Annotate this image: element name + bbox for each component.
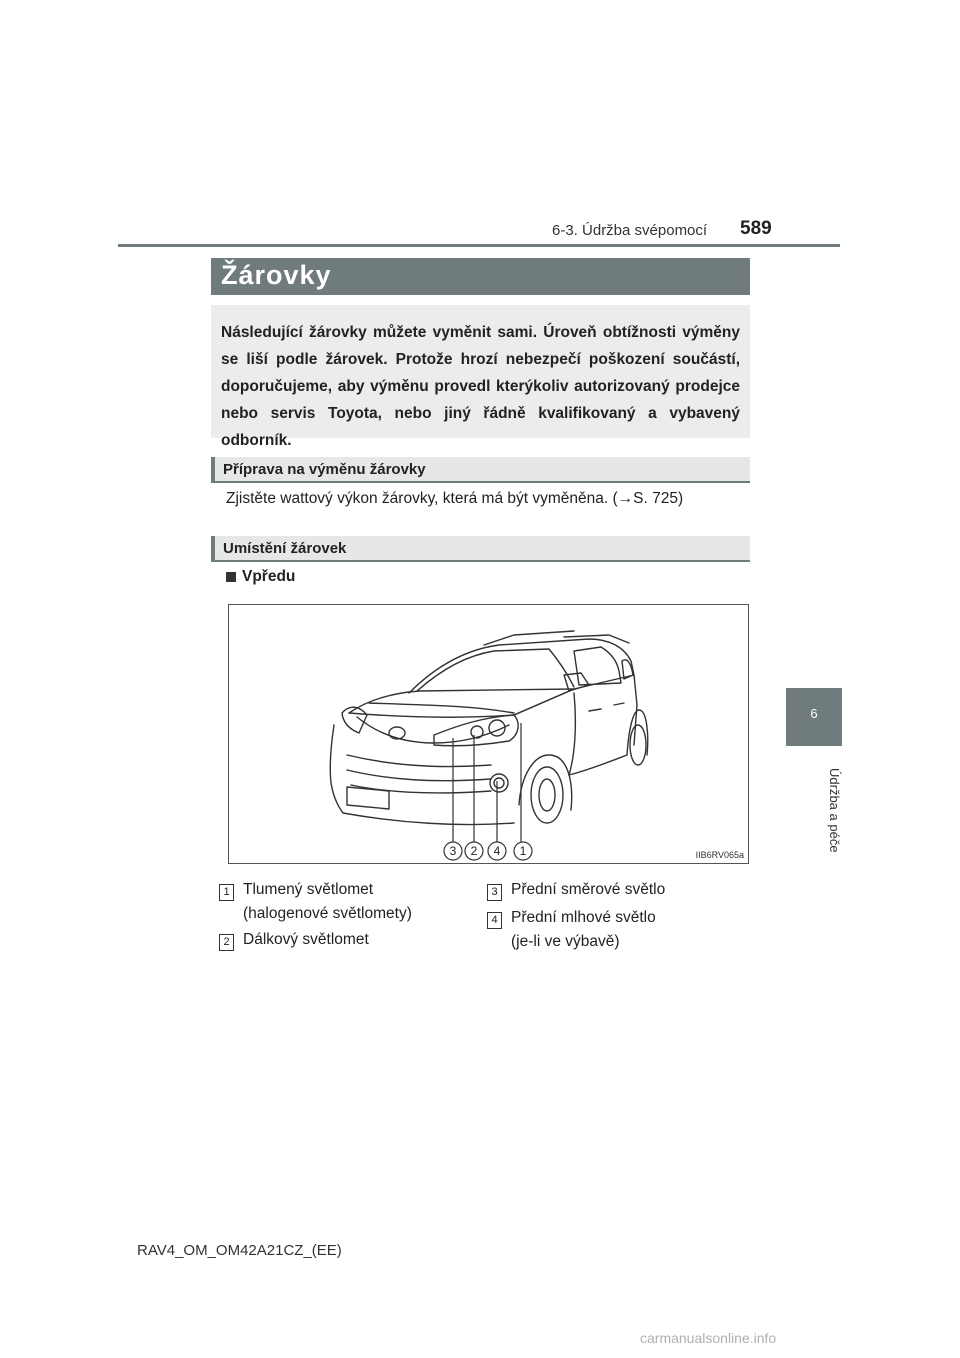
car-illustration xyxy=(229,605,748,863)
section-heading-preparation: Příprava na výměnu žárovky xyxy=(211,457,750,483)
bullet-square-icon xyxy=(226,572,236,582)
car-front-figure xyxy=(228,604,749,864)
callout-1-label: 1 xyxy=(519,844,527,858)
legend-item-4 xyxy=(511,906,656,954)
legend-number-1: 1 xyxy=(219,884,234,901)
callout-4-label: 4 xyxy=(493,844,501,858)
legend-item-1-line2: (halogenové světlomety) xyxy=(243,905,412,922)
watermark: carmanualsonline.info xyxy=(640,1330,777,1346)
legend-item-1-line1: Tlumený světlomet xyxy=(243,881,374,898)
document-code: RAV4_OM_OM42A21CZ_(EE) xyxy=(137,1242,342,1259)
figure-code: IIB6RV065a xyxy=(695,850,744,860)
section-breadcrumb: 6-3. Údržba svépomocí xyxy=(552,222,708,239)
section-heading-bulb-location: Umístění žárovek xyxy=(211,536,750,562)
legend-number-3: 3 xyxy=(487,884,502,901)
subheading-front: Vpředu xyxy=(242,568,296,585)
page-number: 589 xyxy=(740,218,772,239)
header-rule xyxy=(118,244,840,247)
preparation-text: Zjistěte wattový výkon žárovky, která má být vyměněna. (→S. 725) xyxy=(226,490,684,507)
page-title: Žárovky xyxy=(211,258,750,295)
legend-number-4: 4 xyxy=(487,912,502,929)
callout-3-label: 3 xyxy=(449,844,457,858)
legend-item-4-line1: Přední mlhové světlo xyxy=(511,909,656,926)
legend-item-2: Dálkový světlomet xyxy=(243,931,369,948)
callout-2-label: 2 xyxy=(470,844,478,858)
legend-item-1 xyxy=(243,878,412,926)
chapter-tab-number: 6 xyxy=(810,706,818,721)
chapter-tab-label: Údržba a péče xyxy=(827,767,842,853)
legend-item-4-line2: (je-li ve výbavě) xyxy=(511,933,620,950)
legend-item-3: Přední směrové světlo xyxy=(511,881,666,898)
intro-box: Následující žárovky můžete vyměnit sami. Úroveň obtížnosti výměny se liší podle žárovek. Protože hrozí nebezpečí poškození součástí, doporučujeme, aby výměnu provedl kterýkoliv autorizovaný prodejce nebo servis Toyota, nebo jiný řádně kvalifikovaný a vybavený odborník. xyxy=(211,305,750,438)
legend-number-2: 2 xyxy=(219,934,234,951)
